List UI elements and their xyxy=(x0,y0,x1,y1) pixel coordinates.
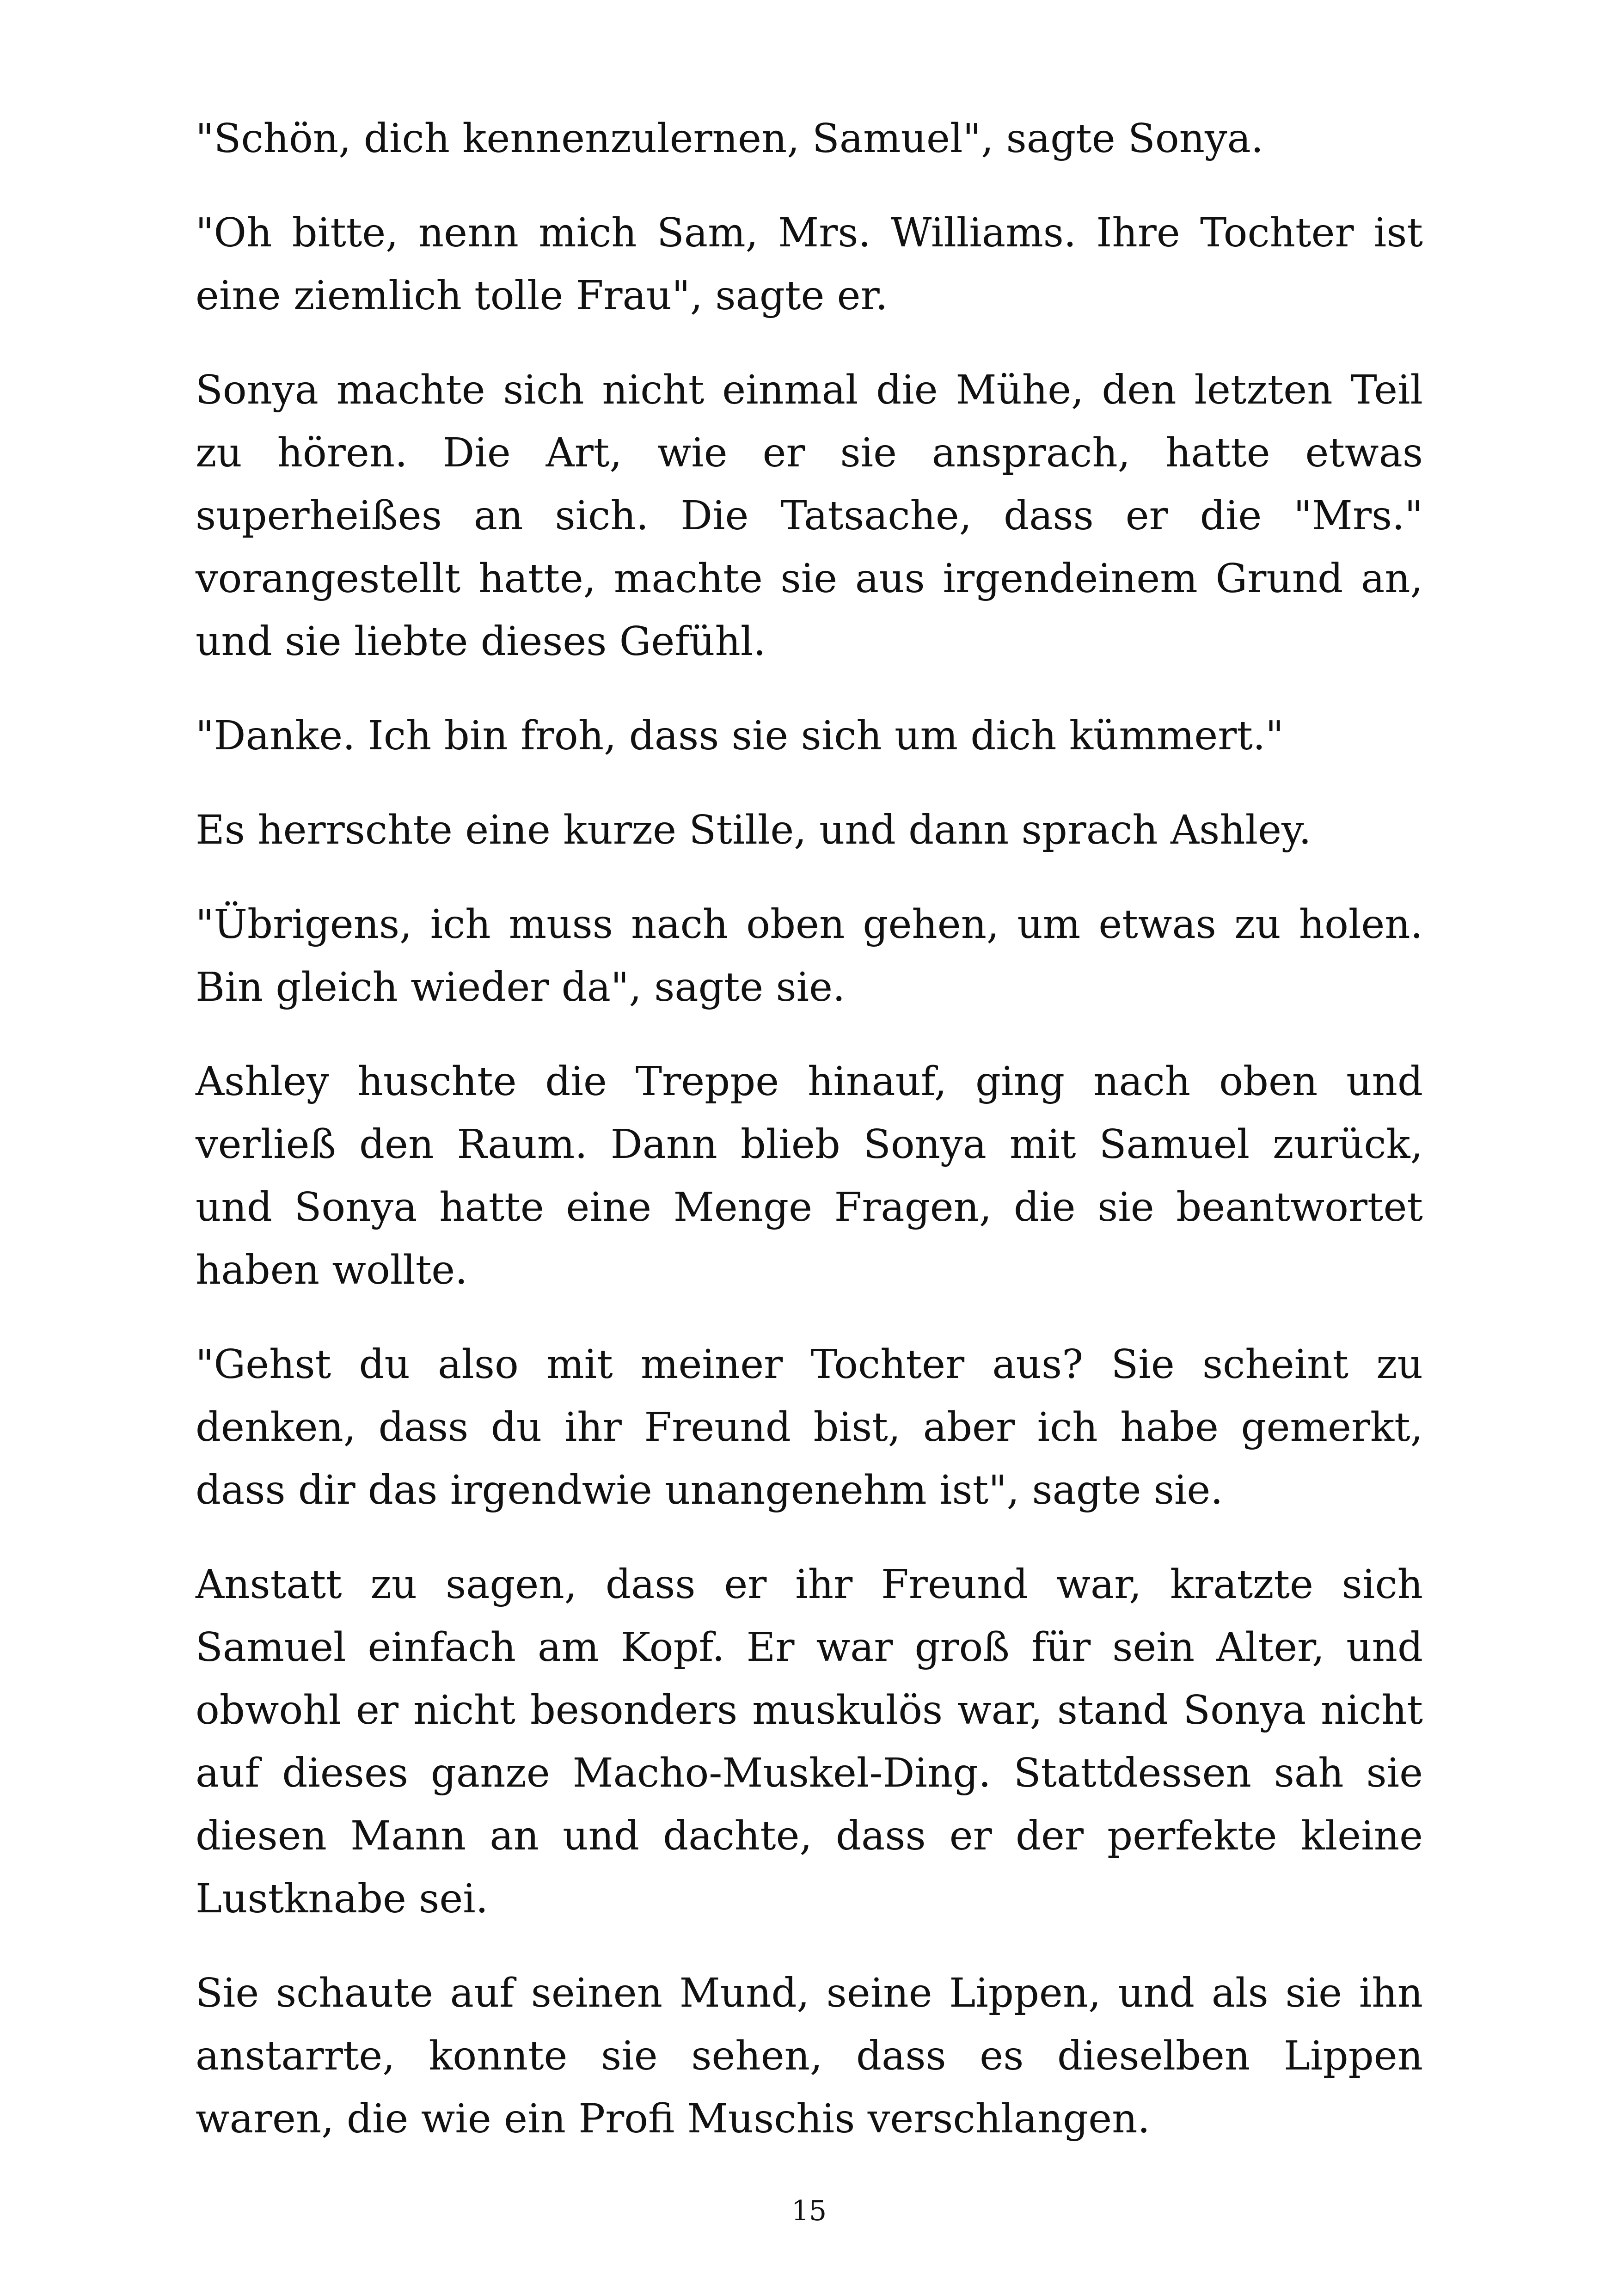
paragraph: Sie schaute auf seinen Mund, seine Lippen, und als sie ihn anstarrte, konnte sie sehen, dass es dieselben Lippen waren, die wie ein Profi Muschis verschlangen. xyxy=(196,1970,1423,2142)
paragraph: Es herrschte eine kurze Stille, und dann sprach Ashley. xyxy=(196,807,1312,853)
paragraph: "Oh bitte, nenn mich Sam, Mrs. Williams. Ihre Tochter ist eine ziemlich tolle Frau", sagte er. xyxy=(196,210,1423,319)
paragraph: "Danke. Ich bin froh, dass sie sich um dich kümmert." xyxy=(196,713,1284,759)
paragraph: Anstatt zu sagen, dass er ihr Freund war, kratzte sich Samuel einfach am Kopf. Er war groß für sein Alter, und obwohl er nicht besonders muskulös war, stand Sonya nicht auf dieses ganze Macho-Muskel-Ding. Stattdessen sah sie diesen Mann an und dachte, dass er der perfekte kleine Lustknabe sei. xyxy=(196,1561,1423,1922)
body-text xyxy=(196,107,1423,2182)
paragraph: Ashley huschte die Treppe hinauf, ging nach oben und verließ den Raum. Dann blieb Sonya mit Samuel zurück, und Sonya hatte eine Menge Fragen, die sie beantwortet haben wollte. xyxy=(196,1059,1423,1293)
paragraph: "Gehst du also mit meiner Tochter aus? Sie scheint zu denken, dass du ihr Freund bist, aber ich habe gemerkt, dass dir das irgendwie unangenehm ist", sagte sie. xyxy=(196,1341,1423,1513)
paragraph: "Übrigens, ich muss nach oben gehen, um etwas zu holen. Bin gleich wieder da", sagte sie. xyxy=(196,901,1423,1010)
paragraph: "Schön, dich kennenzulernen, Samuel", sagte Sonya. xyxy=(196,116,1264,162)
paragraph: Sonya machte sich nicht einmal die Mühe, den letzten Teil zu hören. Die Art, wie er sie ansprach, hatte etwas superheißes an sich. Die Tatsache, dass er die "Mrs." vorangestellt hatte, machte sie aus irgendeinem Grund an, und sie liebte dieses Gefühl. xyxy=(196,367,1423,665)
page-number: 15 xyxy=(791,2195,827,2227)
